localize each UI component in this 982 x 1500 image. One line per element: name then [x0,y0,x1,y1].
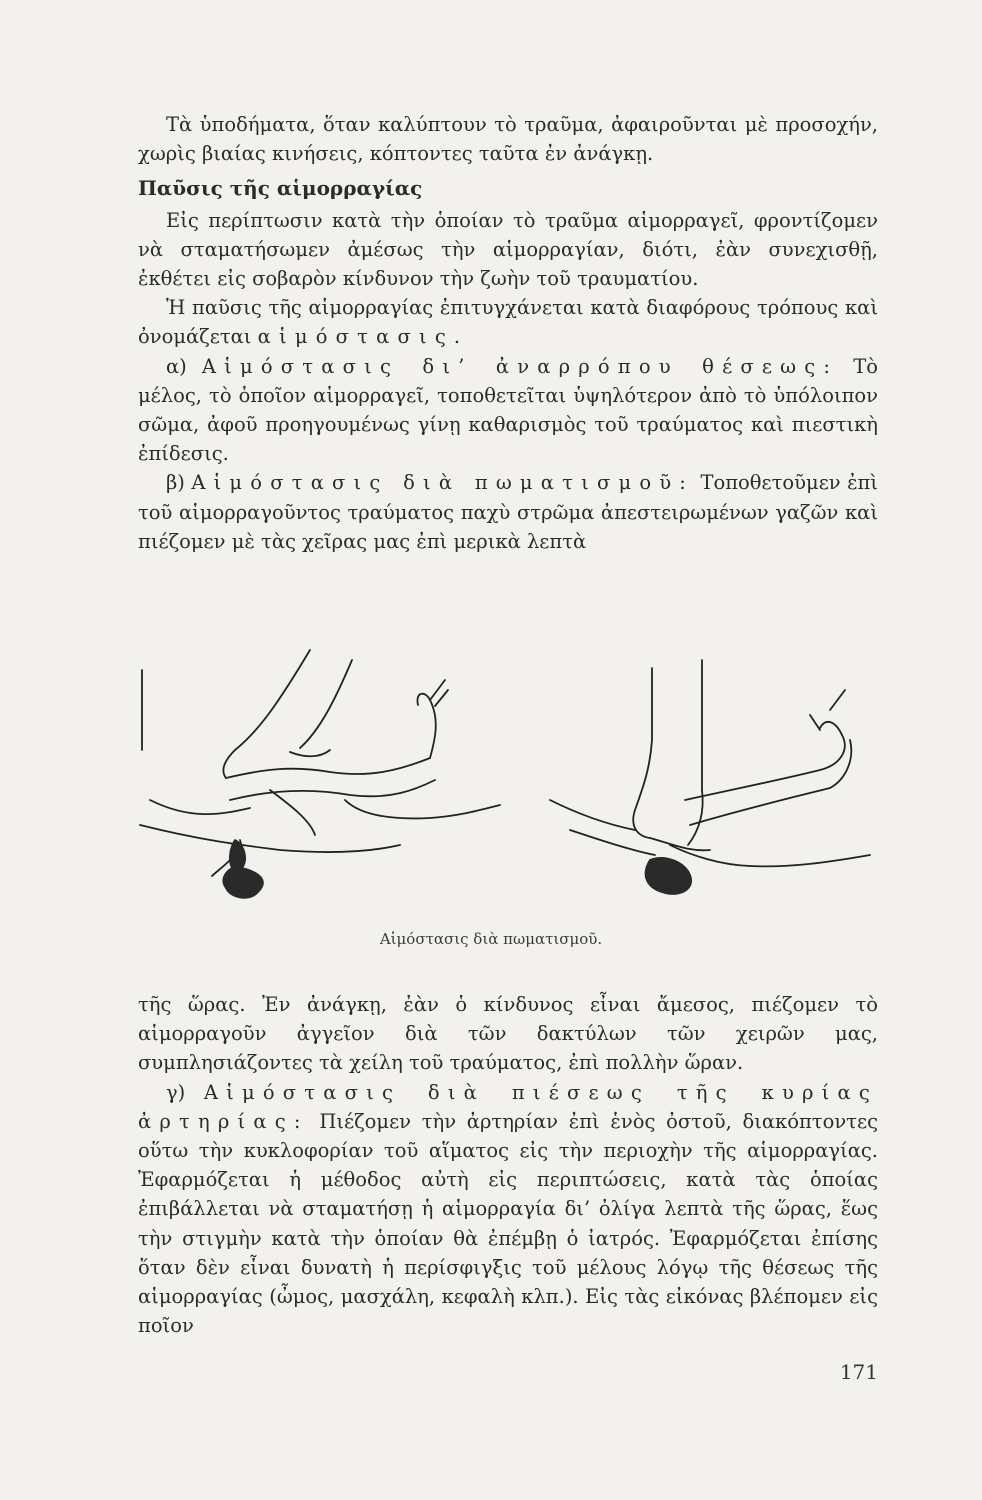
method-b-label: β) [166,471,185,495]
paragraph-shoes: Τὰ ὑποδήματα, ὅταν καλύπτουν τὸ τραῦμα, ἀφαιροῦνται μὲ προσοχήν, χωρὶς βιαίας κινήσεις, κόπτοντες ταῦτα ἐν ἀνάγκῃ. [138,113,878,166]
right-drawing [550,660,870,894]
text-block-bottom [138,990,878,1340]
method-a-label: α) [166,354,187,378]
paragraph-method-b [138,468,878,556]
method-b-term: Αἱμόστασις διὰ πωματισμοῦ: [191,471,695,495]
left-drawing [140,650,500,898]
method-a-term: Αἱμόστασις δι’ ἀναρρόπου θέσεως: [201,354,839,378]
paragraph-intro: Εἰς περίπτωσιν κατὰ τὴν ὁποίαν τὸ τραῦμα αἱμορραγεῖ, φροντίζομεν νὰ σταματήσωμεν ἀμέσως τὴν αἱμορραγίαν, διότι, ἐὰν συνεχισθῇ, ἐκθέτει εἰς σοβαρὸν κίνδυνον τὴν ζωὴν τοῦ τραυματίου. [138,208,878,291]
paragraph-method-a [138,352,878,469]
illustration-packing-hemostasis [130,640,890,930]
method-b-text: Τοποθετοῦμεν ἐπὶ τοῦ αἱμορραγοῦντος τραύματος παχὺ στρῶμα ἀπεστειρωμένων γαζῶν καὶ πιέζομεν μὲ τὰς χεῖρας μας ἐπὶ μερικὰ λεπτὰ [138,471,878,553]
section-heading: Παῦσις τῆς αἱμορραγίας [138,176,423,201]
paragraph-definition [138,293,878,351]
blood-stain-right [646,858,692,894]
paragraph-continuation: τῆς ὥρας. Ἐν ἀνάγκῃ, ἐὰν ὁ κίνδυνος εἶναι ἄμεσος, πιέζομεν τὸ αἱμορραγοῦν ἀγγεῖον διὰ τῶν δακτύλων τῶν χειρῶν μας, συμπλησιάζοντες τὰ χείλη τοῦ τραύματος, ἐπὶ πολλὴν ὥραν. [138,993,878,1075]
page-number: 171 [839,1360,878,1384]
definition-term: αἱμόστασις. [257,325,469,349]
text-block-top [138,110,878,556]
paragraph-method-c [138,1078,878,1341]
method-c-label: γ) [166,1080,186,1104]
figure-caption: Αἱμόστασις διὰ πωματισμοῦ. [379,930,603,948]
method-c-term: Αἱμόστασις διὰ πιέσεως τῆς κυρίας ἀρτηρίας: [138,1080,878,1133]
blood-stain-left [223,840,263,898]
method-a-text: Τὸ μέλος, τὸ ὁποῖον αἱμορραγεῖ, τοποθετεῖται ὑψηλότερον ἀπὸ τὸ ὑπόλοιπον σῶμα, ἀφοῦ προηγουμένως γίνῃ καθαρισμὸς τοῦ τραύματος καὶ πιεστικὴ ἐπίδεσις. [138,354,878,466]
definition-text: Ἡ παῦσις τῆς αἱμορραγίας ἐπιτυγχάνεται κατὰ διαφόρους τρόπους καὶ ὀνομάζεται [138,296,878,349]
method-c-text: Πιέζομεν τὴν ἀρτηρίαν ἐπὶ ἑνὸς ὀστοῦ, διακόπτοντες οὕτω τὴν κυκλοφορίαν τοῦ αἵματος εἰς τὴν περιοχὴν τῆς αἱμορραγίας. Ἐφαρμόζεται ἡ μέθοδος αὐτὴ εἰς περιπτώσεις, κατὰ τὰς ὁποίας ἐπιβάλλεται νὰ σταματήσῃ ἡ αἱμορραγία δι’ ὀλίγα λεπτὰ τῆς ὥρας, ἕως τὴν στιγμὴν κατὰ τὴν ὁποίαν θὰ ἐπέμβῃ ὁ ἰατρός. Ἐφαρμόζεται ἐπίσης ὅταν δὲν εἶναι δυνατὴ ἡ περίσφιγξις τοῦ μέλους λόγῳ τῆς θέσεως τῆς αἱμορραγίας (ὦμος, μασχάλη, κεφαλὴ κλπ.). Εἰς τὰς εἰκόνας βλέπομεν εἰς ποῖον [138,1109,878,1338]
